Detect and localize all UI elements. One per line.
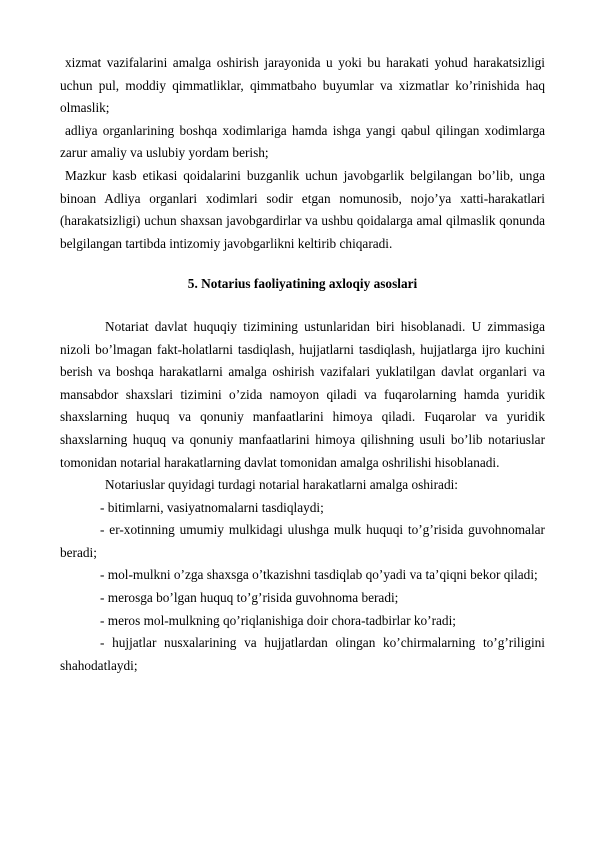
list-item: - er-xotinning umumiy mulkidagi ulushga mulk huquqi to’g’risida guvohnomalar beradi; [60, 522, 545, 560]
section-title: 5. Notarius faoliyatining axloqiy asoslari [187, 276, 418, 292]
paragraph-lead: Notariuslar quyidagi turdagi notarial harakatlarni amalga oshiradi: [105, 477, 458, 493]
intro-item-1: xizmat vazifalarini amalga oshirish jarayonida u yoki bu harakati yohud harakatsizligi uchun pul, moddiy qimmatliklar, qimmatbaho buyumlar va xizmatlar ko’rinishida haq olmaslik; [60, 55, 545, 116]
intro-item-2: adliya organlarining boshqa xodimlariga hamda ishga yangi qabul qilingan xodimlarga zarur amaliy va uslubiy yordam berish; [60, 122, 545, 161]
paragraph-main: Notariat davlat huquqiy tizimining ustunlaridan biri hisoblanadi. U zimmasiga nizoli bo’lmagan fakt-holatlarni tasdiqlash, hujjatlarni tasdiqlash, hujjatlarga ijro kuchini berish va boshqa harakatlarni amalga oshirish vazifalari yuklatilgan davlat organlari va mansabdor shaxslari tizimini o’zida namoyon qiladi va fuqarolarning hamda yuridik shaxslarning huquq va qonuniy manfaatlarini himoya qiladi. Fuqarolar va yuridik shaxslarning huquq va qonuniy manfaatlarini himoya qilishning usuli bo’lib notariuslar tomonidan notarial harakatlarning davlat tomonidan amalga oshrilishi hisoblanadi. [60, 318, 545, 470]
list-item: - mol-mulkni o’zga shaxsga o’tkazishni tasdiqlab qo’yadi va ta’qiqni bekor qiladi; [100, 567, 538, 583]
list-item: - hujjatlar nusxalarining va hujjatlardan olingan ko’chirmalarning to’g’riligini shahodatlaydi; [60, 635, 545, 673]
list-item: - meros mol-mulkning qo’riqlanishiga doir chora-tadbirlar ko’radi; [100, 612, 456, 628]
document-page [60, 52, 545, 677]
intro-item-3: Mazkur kasb etikasi qoidalarini buzganlik uchun javobgarlik belgilangan bo’lib, unga binoan Adliya organlari xodimlari sodir etgan nomunosib, nojo’ya xatti-harakatlari (harakatsizligi) uchun shaxsan javobgardirlar va ushbu qoidalarga amal qilmaslik qonunda belgilangan tartibda intizomiy javobgarlikni keltirib chiqaradi. [60, 167, 545, 251]
list-item: - bitimlarni, vasiyatnomalarni tasdiqlaydi; [100, 499, 324, 515]
list-item: - merosga bo’lgan huquq to’g’risida guvohnoma beradi; [100, 590, 399, 606]
